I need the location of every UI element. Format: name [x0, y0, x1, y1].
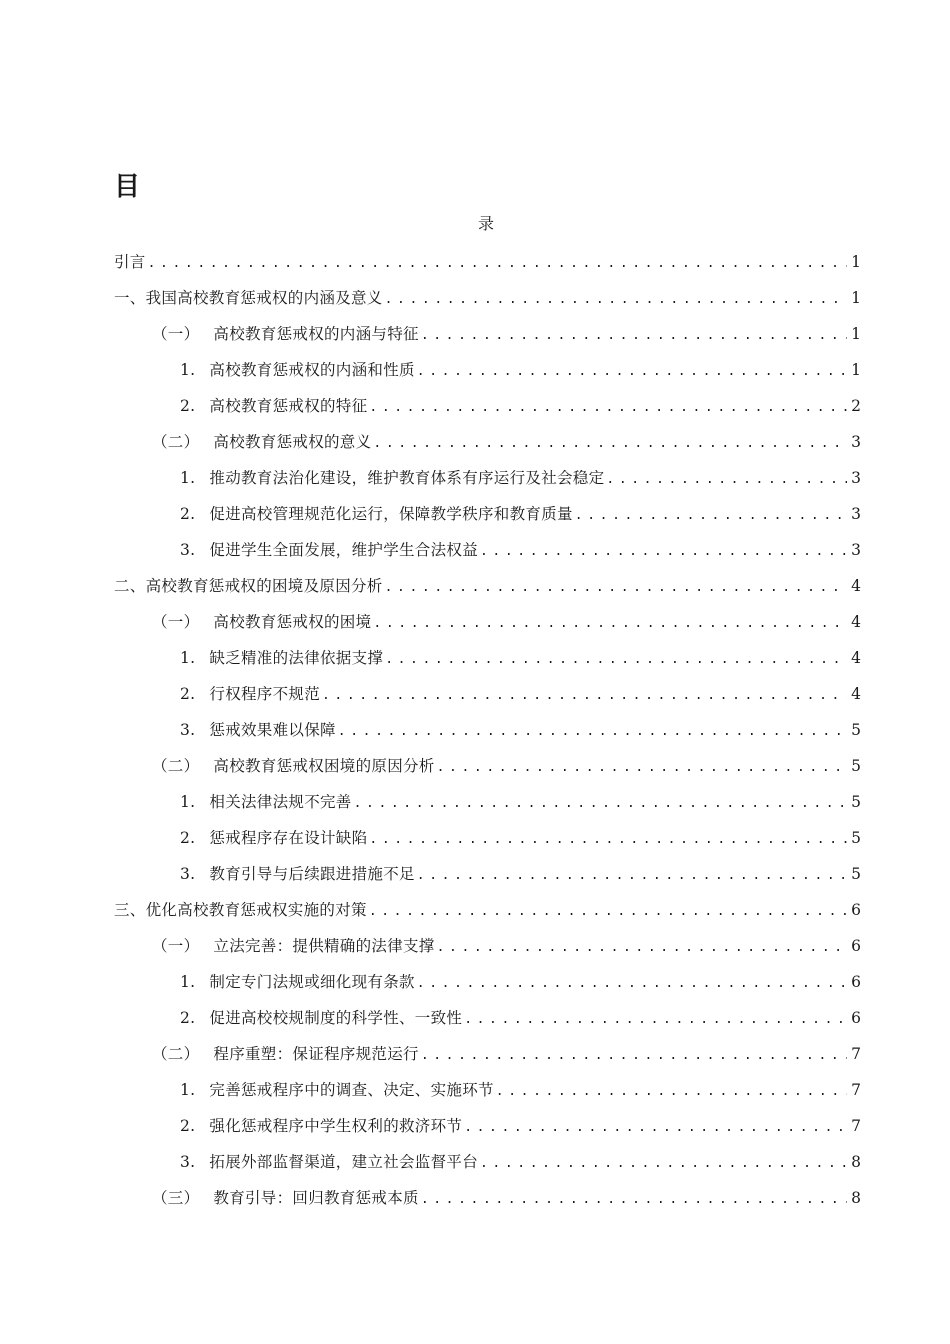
toc-entry-title — [114, 284, 383, 312]
toc-entry-number: 3. — [180, 865, 196, 883]
toc-entry-number: 3. — [180, 541, 196, 559]
toc-entry[interactable] — [114, 428, 861, 464]
toc-page-number: 5 — [851, 793, 861, 811]
toc-entry-number: 1. — [180, 469, 196, 487]
toc-entry[interactable] — [114, 932, 861, 968]
toc-entry-title — [114, 572, 383, 600]
toc-page-number: 5 — [851, 757, 861, 775]
toc-entry-number: 2. — [180, 1117, 196, 1135]
toc-entry[interactable] — [114, 1148, 861, 1184]
toc-page-number: 4 — [851, 613, 861, 631]
toc-entry[interactable] — [114, 896, 861, 932]
toc-entry-title — [152, 1184, 419, 1212]
toc-entry-number: 2. — [180, 685, 196, 703]
toc-entry[interactable] — [114, 1040, 861, 1076]
toc-entry-title — [180, 500, 573, 528]
toc-entry[interactable] — [114, 572, 861, 608]
toc-entry[interactable] — [114, 1004, 861, 1040]
toc-entry[interactable] — [114, 248, 861, 284]
toc-entry-label: 高校教育惩戒权的内涵与特征 — [213, 325, 419, 343]
toc-entry-label: 惩戒程序存在设计缺陷 — [209, 829, 368, 847]
toc-entry-title — [152, 932, 435, 960]
toc-dot-leader — [464, 1006, 847, 1034]
toc-page-number: 3 — [851, 505, 861, 523]
toc-page-number: 8 — [851, 1189, 861, 1207]
toc-entry-title — [180, 644, 383, 672]
toc-entry-number: 1. — [180, 793, 196, 811]
toc-page-number: 4 — [851, 685, 861, 703]
toc-entry-label: 立法完善：提供精确的法律支撑 — [213, 937, 435, 955]
toc-dot-leader — [417, 862, 847, 890]
toc-entry-number: 1. — [180, 649, 196, 667]
toc-entry-number: 3. — [180, 1153, 196, 1171]
toc-entry-title — [152, 428, 371, 456]
toc-page-number: 4 — [851, 649, 861, 667]
toc-dot-leader — [369, 826, 847, 854]
toc-entry[interactable] — [114, 392, 861, 428]
toc-entry[interactable] — [114, 608, 861, 644]
toc-entry-title — [180, 536, 478, 564]
toc-entry-title — [180, 1148, 478, 1176]
toc-entry[interactable] — [114, 752, 861, 788]
toc-page-number: 2 — [851, 397, 861, 415]
toc-page-number: 3 — [851, 469, 861, 487]
toc-entry-label: 促进高校管理规范化运行，保障教学秩序和教育质量 — [209, 505, 573, 523]
toc-entry-title — [180, 1076, 494, 1104]
toc-entry-title — [180, 824, 367, 852]
toc-entry-label: 惩戒效果难以保障 — [209, 721, 336, 739]
toc-page-number: 3 — [851, 541, 861, 559]
toc-entry-number: 2. — [180, 1009, 196, 1027]
toc-dot-leader — [417, 358, 847, 386]
toc-dot-leader — [369, 898, 847, 926]
toc-dot-leader — [496, 1078, 847, 1106]
toc-entry[interactable] — [114, 536, 861, 572]
toc-entry-title — [180, 716, 336, 744]
toc-entry[interactable] — [114, 500, 861, 536]
toc-entry-number: 3. — [180, 721, 196, 739]
toc-page-number: 1 — [851, 361, 861, 379]
toc-entry[interactable] — [114, 644, 861, 680]
toc-entry-number: （一） — [152, 325, 200, 343]
toc-dot-leader — [385, 574, 847, 602]
toc-entry-title — [114, 248, 146, 276]
toc-entry-title — [180, 464, 604, 492]
toc-page-number: 6 — [851, 1009, 861, 1027]
toc-page-number: 7 — [851, 1081, 861, 1099]
toc-page-number: 7 — [851, 1117, 861, 1135]
toc-entry-title — [152, 320, 419, 348]
toc-entry-label: 程序重塑：保证程序规范运行 — [213, 1045, 419, 1063]
toc-entry-number: 1. — [180, 973, 196, 991]
toc-entry-title — [180, 860, 415, 888]
toc-entry-label: 高校教育惩戒权的特征 — [209, 397, 368, 415]
toc-entry-number: （二） — [152, 433, 200, 451]
toc-entry-label: 缺乏精准的法律依据支撑 — [209, 649, 384, 667]
toc-page-number: 7 — [851, 1045, 861, 1063]
toc-dot-leader — [385, 286, 847, 314]
toc-dot-leader — [421, 1186, 847, 1214]
toc-entry-title — [180, 1004, 462, 1032]
toc-entry-label: 教育引导：回归教育惩戒本质 — [213, 1189, 419, 1207]
toc-entry[interactable] — [114, 788, 861, 824]
toc-entry-title — [180, 788, 352, 816]
toc-page-number: 1 — [851, 253, 861, 271]
toc-entry-title — [180, 392, 367, 420]
toc-entry[interactable] — [114, 1076, 861, 1112]
toc-dot-leader — [421, 322, 847, 350]
toc-entry-title — [180, 968, 415, 996]
toc-dot-leader — [373, 430, 847, 458]
toc-entry-label: 引言 — [114, 253, 146, 271]
toc-entry[interactable] — [114, 284, 861, 320]
toc-entry-label: 一、我国高校教育惩戒权的内涵及意义 — [114, 289, 383, 307]
toc-page-number: 3 — [851, 433, 861, 451]
toc-entry-label: 高校教育惩戒权困境的原因分析 — [213, 757, 435, 775]
toc-entry-label: 制定专门法规或细化现有条款 — [209, 973, 415, 991]
toc-entry-label: 行权程序不规范 — [209, 685, 320, 703]
toc-dot-leader — [606, 466, 847, 494]
toc-page-number: 6 — [851, 901, 861, 919]
toc-entry-title — [180, 680, 320, 708]
toc-dot-leader — [369, 394, 847, 422]
toc-entry[interactable] — [114, 716, 861, 752]
toc-page-number: 4 — [851, 577, 861, 595]
toc-title-second-char: 录 — [477, 214, 494, 233]
toc-entry-number: （三） — [152, 1189, 200, 1207]
toc-entry-title — [152, 752, 435, 780]
toc-entry-title — [152, 1040, 419, 1068]
toc-entry-label: 推动教育法治化建设，维护教育体系有序运行及社会稳定 — [209, 469, 605, 487]
toc-dot-leader — [373, 610, 847, 638]
toc-entry-title — [180, 1112, 462, 1140]
toc-entry-number: 2. — [180, 505, 196, 523]
toc-dot-leader — [354, 790, 847, 818]
toc-dot-leader — [480, 538, 847, 566]
toc-entry-label: 教育引导与后续跟进措施不足 — [209, 865, 415, 883]
toc-entry[interactable] — [114, 680, 861, 716]
toc-entry[interactable] — [114, 1112, 861, 1148]
toc-entry-title — [152, 608, 371, 636]
toc-entry-label: 完善惩戒程序中的调查、决定、实施环节 — [209, 1081, 494, 1099]
toc-entry-label: 高校教育惩戒权的困境 — [213, 613, 372, 631]
toc-page-number: 1 — [851, 325, 861, 343]
toc-page-number: 5 — [851, 865, 861, 883]
toc-entry-number: 2. — [180, 829, 196, 847]
toc-dot-leader — [417, 970, 847, 998]
toc-entry-number: （一） — [152, 613, 200, 631]
toc-entry-title — [114, 896, 367, 924]
toc-entry-label: 强化惩戒程序中学生权利的救济环节 — [209, 1117, 463, 1135]
toc-page-number: 6 — [851, 973, 861, 991]
toc-page-number: 5 — [851, 721, 861, 739]
toc-dot-leader — [421, 1042, 847, 1070]
toc-dot-leader — [437, 934, 847, 962]
toc-dot-leader — [464, 1114, 847, 1142]
toc-entry-label: 促进高校校规制度的科学性、一致性 — [209, 1009, 463, 1027]
toc-page-number: 5 — [851, 829, 861, 847]
toc-page-number: 8 — [851, 1153, 861, 1171]
toc-entry-title — [180, 356, 415, 384]
toc-entry[interactable] — [114, 824, 861, 860]
toc-entry-label: 三、优化高校教育惩戒权实施的对策 — [114, 901, 367, 919]
toc-title-first-char: 目 — [114, 172, 141, 202]
toc-entry[interactable] — [114, 356, 861, 392]
toc-dot-leader — [575, 502, 847, 530]
toc-entry-label: 高校教育惩戒权的意义 — [213, 433, 372, 451]
table-of-contents — [114, 248, 861, 1220]
toc-entry[interactable] — [114, 320, 861, 356]
toc-dot-leader — [385, 646, 847, 674]
toc-page-number: 6 — [851, 937, 861, 955]
toc-entry[interactable] — [114, 1184, 861, 1220]
toc-entry-number: 2. — [180, 397, 196, 415]
toc-entry-number: 1. — [180, 1081, 196, 1099]
toc-entry-label: 二、高校教育惩戒权的困境及原因分析 — [114, 577, 383, 595]
toc-entry[interactable] — [114, 464, 861, 500]
toc-entry[interactable] — [114, 860, 861, 896]
toc-entry-label: 促进学生全面发展，维护学生合法权益 — [209, 541, 478, 559]
toc-entry-label: 高校教育惩戒权的内涵和性质 — [209, 361, 415, 379]
toc-dot-leader — [148, 250, 847, 278]
toc-entry-label: 拓展外部监督渠道，建立社会监督平台 — [209, 1153, 478, 1171]
toc-dot-leader — [437, 754, 847, 782]
toc-dot-leader — [338, 718, 847, 746]
toc-dot-leader — [480, 1150, 847, 1178]
toc-entry-label: 相关法律法规不完善 — [209, 793, 352, 811]
toc-entry-number: （一） — [152, 937, 200, 955]
toc-entry-number: （二） — [152, 1045, 200, 1063]
toc-page-number: 1 — [851, 289, 861, 307]
toc-dot-leader — [322, 682, 847, 710]
toc-entry-number: （二） — [152, 757, 200, 775]
toc-entry[interactable] — [114, 968, 861, 1004]
toc-entry-number: 1. — [180, 361, 196, 379]
